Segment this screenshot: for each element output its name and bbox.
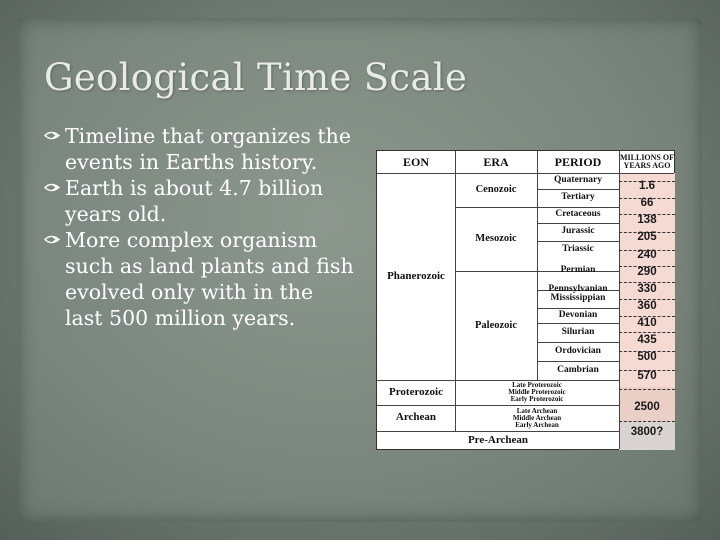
bullet-item (44, 175, 354, 227)
slide-title: Geological Time Scale (44, 56, 468, 99)
header-period: PERIOD (554, 154, 602, 169)
era-middle-archean: Middle Archean (512, 413, 562, 422)
period-permian: Permian (560, 264, 596, 275)
mya-value: 290 (637, 266, 657, 278)
bullet-arrow-icon (44, 227, 65, 245)
period-ordovician: Ordovician (555, 345, 601, 356)
era-paleozoic: Paleozoic (475, 319, 517, 331)
boundary-dash (619, 389, 675, 390)
mya-value: 3800? (630, 426, 664, 438)
mya-value: 240 (637, 249, 657, 261)
era-archean-subdivisions (457, 405, 617, 431)
era-mesozoic: Mesozoic (475, 233, 517, 245)
eon-archean: Archean (395, 411, 437, 424)
boundary-dash (619, 332, 675, 333)
period-mississippian: Mississippian (550, 293, 606, 304)
era-cenozoic: Cenozoic (475, 184, 517, 196)
bullet-list (44, 123, 354, 331)
mya-value: 435 (637, 334, 657, 346)
era-early-proterozoic: Early Proterozoic (510, 395, 564, 403)
bullet-text: More complex organism such as land plants and fish evolved only with in the last 500 million years. (65, 228, 354, 330)
geologic-time-table (376, 150, 675, 450)
era-middle-proterozoic: Middle Proterozoic (508, 388, 566, 396)
period-cretaceous: Cretaceous (555, 209, 601, 220)
era-late-proterozoic: Late Proterozoic (512, 381, 562, 389)
header-eon: EON (402, 154, 429, 169)
period-quaternary: Quaternary (553, 175, 603, 186)
period-tertiary: Tertiary (561, 192, 595, 203)
era-late-archean: Late Archean (516, 406, 558, 415)
eon-pre-archean: Pre-Archean (467, 433, 529, 446)
period-triassic: Triassic (562, 244, 594, 255)
eon-proterozoic: Proterozoic (389, 385, 443, 398)
bullet-item (44, 123, 354, 175)
period-pennsylvanian: Pennsylvanian (548, 283, 608, 294)
eon-phanerozoic: Phanerozoic (387, 269, 445, 282)
mya-value: 205 (637, 231, 657, 243)
mya-value: 500 (637, 351, 657, 363)
bullet-item (44, 227, 354, 331)
bullet-text: Earth is about 4.7 billion years old. (65, 176, 324, 226)
period-devonian: Devonian (558, 309, 598, 320)
era-proterozoic-subdivisions (457, 380, 617, 405)
period-jurassic: Jurassic (561, 226, 595, 237)
era-early-archean: Early Archean (515, 420, 559, 429)
mya-value: 570 (637, 370, 657, 382)
mya-value: 410 (637, 317, 657, 329)
bullet-arrow-icon (44, 175, 65, 193)
mya-value: 2500 (634, 401, 660, 413)
bullet-text: Timeline that organizes the events in Earths history. (65, 124, 351, 174)
mya-value: 1.6 (639, 180, 655, 192)
boundary-dash (619, 421, 675, 422)
mya-value: 360 (637, 300, 657, 312)
bullet-arrow-icon (44, 123, 65, 141)
mya-value: 138 (637, 214, 657, 226)
header-era: ERA (483, 154, 509, 169)
mya-value: 330 (637, 283, 657, 295)
mya-value: 66 (640, 197, 654, 209)
period-silurian: Silurian (561, 326, 595, 337)
header-mya: MILLIONS OF YEARS AGO (619, 153, 674, 170)
period-cambrian: Cambrian (557, 364, 599, 375)
